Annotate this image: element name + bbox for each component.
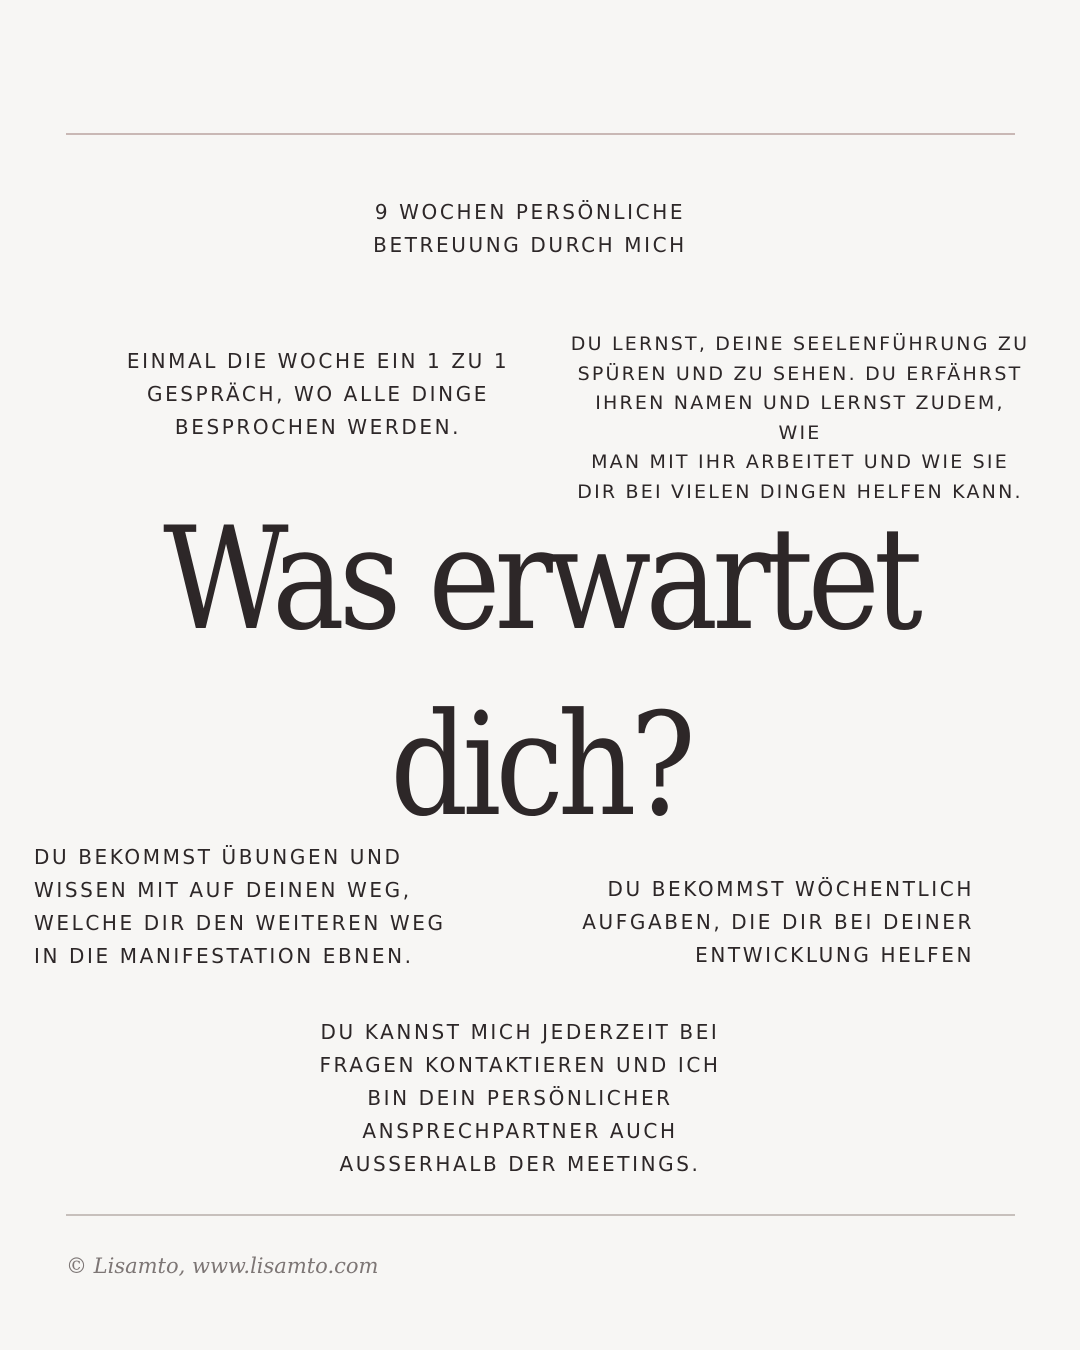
footer-copyright: © Lisamto, www.lisamto.com <box>66 1254 379 1278</box>
headline-line-1: Was erwartet <box>163 497 917 662</box>
top-divider <box>66 133 1015 135</box>
exercises-text: DU BEKOMMST ÜBUNGEN UND WISSEN MIT AUF DEINEN WEG, WELCHE DIR DEN WEITEREN WEG IN DIE MANIFESTATION EBNEN. <box>34 845 446 968</box>
weekly-tasks-text: DU BEKOMMST WÖCHENTLICH AUFGABEN, DIE DIR BEI DEINER ENTWICKLUNG HELFEN <box>582 877 974 967</box>
weekly-call-text: EINMAL DIE WOCHE EIN 1 ZU 1 GESPRÄCH, WO ALLE DINGE BESPROCHEN WERDEN. <box>126 349 510 439</box>
headline-line-2: dich? <box>390 683 690 848</box>
contact-text: DU KANNST MICH JEDERZEIT BEI FRAGEN KONTAKTIEREN UND ICH BIN DEIN PERSÖNLICHER ANSPRECHPARTNER AUCH AUSSERHALB DER MEETINGS. <box>319 1020 721 1176</box>
soul-guide-text: DU LERNST, DEINE SEELENFÜHRUNG ZU SPÜREN UND ZU SEHEN. DU ERFÄHRST IHREN NAMEN UND LERNST ZUDEM, WIE MAN MIT IHR ARBEITET UND WIE SIE DIR BEI VIELEN DINGEN HELFEN KANN. <box>570 333 1030 503</box>
bottom-divider <box>66 1214 1015 1216</box>
program-duration-text: 9 WOCHEN PERSÖNLICHE BETREUUNG DURCH MICH <box>373 200 687 257</box>
